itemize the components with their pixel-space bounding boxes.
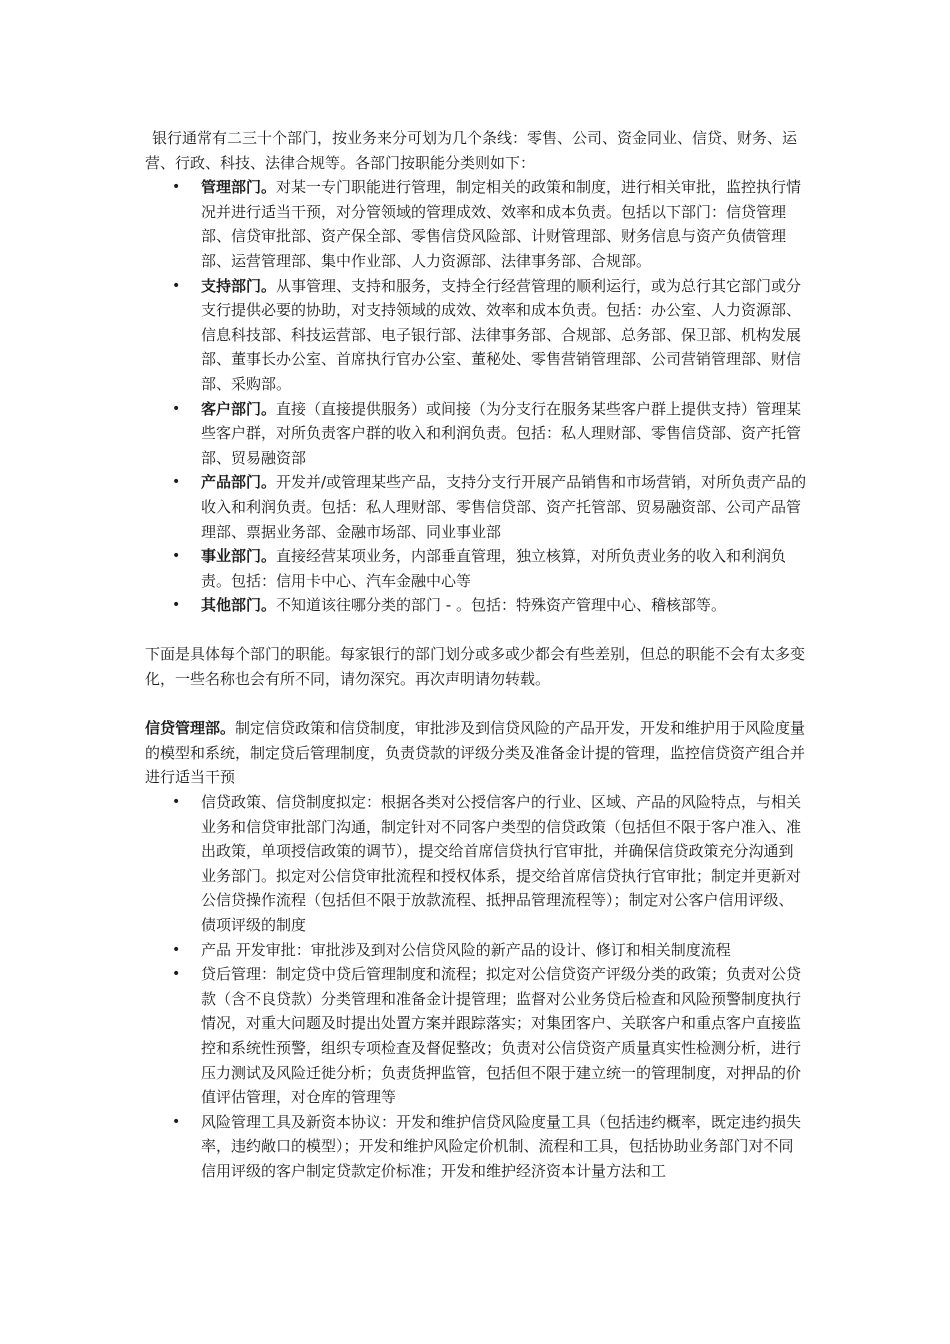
bullet-icon: • [172, 400, 181, 417]
bullet-icon: • [172, 1113, 181, 1130]
duty-text: 贷后管理：制定贷中贷后管理制度和流程；拟定对公信贷资产评级分类的政策；负责对公贷款（含不良贷款）分类管理和准备金计提管理；监督对公业务贷后检查和风险预警制度执行情况，对重大问题及时提出处置方案并跟踪落实；对集团客户、关联客户和重点客户直接监控和系统性预警，组织专项检查及督促整改；负责对公信贷资产质量真实性检测分析，进行压力测试及风险迁徙分析；负责货押监管，包括但不限于建立统一的管理制度，对押品的价值评估管理，对仓库的管理等 [201, 965, 802, 1107]
list-item [172, 790, 807, 938]
duty-text: 信贷政策、信贷制度拟定：根据各类对公授信客户的行业、区域、产品的风险特点，与相关业务和信贷审批部门沟通，制定针对不同客户类型的信贷政策（包括但不限于客户准入、准出政策，单项授信政策的调节），提交给首席信贷执行官审批，并确保信贷政策充分沟通到业务部门。拟定对公信贷审批流程和授权体系，提交给首席信贷执行官审批；制定并更新对公信贷操作流程（包括但不限于放款流程、抵押品管理流程等）；制定对公客户信用评级、债项评级的制度 [201, 793, 802, 934]
category-title: 事业部门。 [201, 547, 277, 566]
list-item [172, 938, 807, 963]
list-item [172, 274, 807, 397]
bullet-icon: • [172, 941, 181, 958]
dept-title: 信贷管理部。 [145, 719, 236, 738]
category-text: 开发并/或管理某些产品，支持分支行开展产品销售和市场营销，对所负责产品的收入和利润负责。包括：私人理财部、零售信贷部、资产托管部、贸易融资部、公司产品管理部、票据业务部、金融市场部、同业事业部 [201, 473, 807, 541]
category-text: 对某一专门职能进行管理，制定相关的政策和制度，进行相关审批，监控执行情况并进行适当干预，对分管领域的管理成效、效率和成本负责。包括以下部门：信贷管理部、信贷审批部、资产保全部、零售信贷风险部、计财管理部、财务信息与资产负债管理部、运营管理部、集中作业部、人力资源部、法律事务部、合规部。 [201, 178, 802, 270]
duty-text: 产品 开发审批：审批涉及到对公信贷风险的新产品的设计、修订和相关制度流程 [201, 940, 731, 959]
spacer [145, 692, 807, 717]
list-item [172, 1110, 807, 1184]
category-title: 管理部门。 [201, 178, 277, 197]
duty-list [145, 790, 807, 1184]
category-text: 直接（直接提供服务）或间接（为分支行在服务某些客户群上提供支持）管理某些客户群，对所负责客户群的收入和利润负责。包括：私人理财部、零售信贷部、资产托管部、贸易融资部 [201, 399, 802, 467]
category-text: 不知道该往哪分类的部门 - 。包括：特殊资产管理中心、稽核部等。 [276, 596, 726, 615]
bullet-icon: • [172, 966, 181, 983]
list-item [172, 962, 807, 1110]
category-title: 客户部门。 [201, 399, 277, 418]
category-title: 其他部门。 [201, 596, 277, 615]
category-text: 直接经营某项业务，内部垂直管理，独立核算，对所负责业务的收入和利润负责。包括：信用卡中心、汽车金融中心等 [201, 547, 787, 590]
category-title: 产品部门。 [201, 473, 277, 492]
list-item [172, 593, 807, 618]
spacer [145, 618, 807, 643]
bullet-icon: • [172, 548, 181, 565]
list-item [172, 397, 807, 471]
list-item [172, 175, 807, 273]
dept-text: 制定信贷政策和信贷制度，审批涉及到信贷风险的产品开发，开发和维护用于风险度量的模型和系统，制定贷后管理制度，负责贷款的评级分类及准备金计提的管理，监控信贷资产组合并进行适当干预 [145, 719, 806, 787]
category-title: 支持部门。 [201, 276, 277, 295]
note-paragraph: 下面是具体每个部门的职能。每家银行的部门划分或多或少都会有些差别，但总的职能不会有太多变化，一些名称也会有所不同，请勿深究。再次声明请勿转载。 [145, 645, 806, 689]
bullet-icon: • [172, 179, 181, 196]
duty-text: 风险管理工具及新资本协议：开发和维护信贷风险度量工具（包括违约概率，既定违约损失率，违约敞口的模型）；开发和维护风险定价机制、流程和工具，包括协助业务部门对不同信用评级的客户制定贷款定价标准；开发和维护经济资本计量方法和工 [201, 1112, 802, 1180]
bullet-icon: • [172, 597, 181, 614]
category-text: 从事管理、支持和服务，支持全行经营管理的顺利运行，或为总行其它部门或分支行提供必要的协助，对支持领域的成效、效率和成本负责。包括：办公室、人力资源部、信息科技部、科技运营部、电子银行部、法律事务部、合规部、总务部、保卫部、机构发展部、董事长办公室、首席执行官办公室、董秘处、零售营销管理部、公司营销管理部、财信部、采购部。 [201, 276, 802, 393]
intro-paragraph: 银行通常有二三十个部门，按业务来分可划为几个条线：零售、公司、资金同业、信贷、财务、运营、行政、科技、法律合规等。各部门按职能分类则如下： [145, 129, 798, 172]
department-category-list [145, 175, 807, 618]
list-item [172, 544, 807, 593]
dept-paragraph [145, 716, 807, 790]
list-item [172, 470, 807, 544]
document-body [145, 126, 807, 1184]
bullet-icon: • [172, 277, 181, 294]
bullet-icon: • [172, 474, 181, 491]
bullet-icon: • [172, 794, 181, 811]
